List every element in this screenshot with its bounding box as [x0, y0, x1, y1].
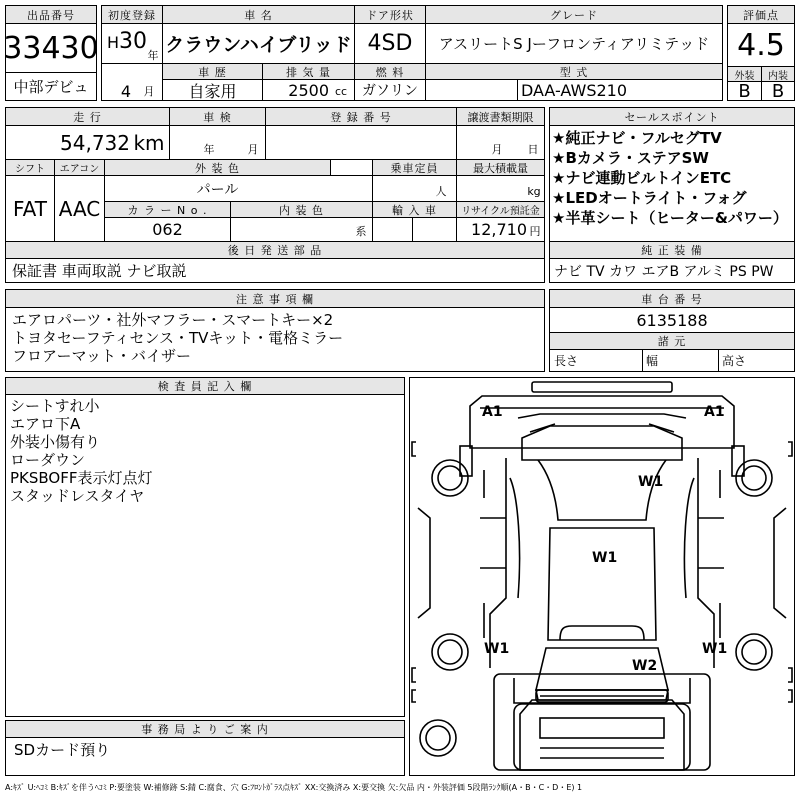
chassis-number-label: 車 台 番 号 [550, 290, 794, 307]
chassis-box [549, 289, 795, 372]
max-load-unit: kg [527, 184, 541, 198]
damage-mark-a1-front-right: A1 [704, 404, 725, 420]
notes-line: トヨタセーフティセンス・TVキット・電格ミラー [12, 329, 344, 347]
model-code-label: 型 式 [426, 64, 722, 79]
exterior-color-label: 外 装 色 [105, 160, 330, 175]
damage-mark-w2-trunk: W2 [632, 658, 658, 674]
score-label: 評価点 [728, 6, 794, 23]
sales-point-item: ★純正ナビ・フルセグTV [552, 129, 722, 147]
mileage-unit: km [133, 130, 165, 155]
model-name-value: クラウンハイブリッド [165, 34, 352, 56]
legend-footer: A:ｷｽﾞ U:ﾍｺﾐ B:ｷｽﾞを伴うﾍｺﾐ P:要塗装 W:補修跡 S:錆 C:腐食、穴 G:ﾌﾛﾝﾄｶﾞﾗｽ点ｷｽﾞ XX:交換済み X:要交換 欠:欠品 内・外装評価 5段階ﾗﾝｸ順(A・B・C・D・E) 1 [5, 783, 583, 792]
damage-diagram [409, 377, 795, 776]
registration-number-label: 登 録 番 号 [266, 108, 456, 125]
history-label: 車 歴 [163, 64, 262, 79]
displacement-unit: cc [334, 84, 348, 98]
sales-point-item: ★Bカメラ・ステアSW [552, 149, 709, 167]
registration-year: 30 [119, 28, 147, 54]
later-parts-label: 後 日 発 送 部 品 [6, 242, 544, 258]
shift-value: FAT [12, 196, 47, 221]
interior-score-label: 内装 [762, 67, 794, 81]
score-box [727, 5, 795, 101]
model-name-label: 車 名 [163, 6, 354, 23]
interior-score-value: B [771, 80, 785, 102]
vehicle-info-box [101, 5, 723, 101]
office-box [5, 720, 405, 776]
displacement-label: 排 気 量 [263, 64, 354, 79]
damage-mark-w1-rear-left: W1 [484, 641, 510, 657]
aircon-label: エアコン [55, 160, 104, 175]
height-label: 高さ [722, 353, 747, 368]
grade-label: グレード [426, 6, 722, 23]
lot-number-note: 中部デビュ [13, 78, 89, 96]
width-label: 幅 [646, 353, 659, 368]
car-outline-diagram [410, 378, 794, 775]
grade-value: アスリートS Jーフロンティアリミテッド [438, 35, 710, 53]
lot-number-label: 出品番号 [6, 6, 96, 23]
recycle-unit: 円 [529, 225, 541, 238]
color-number-label: カ ラ ー N o . [105, 202, 230, 217]
inspector-line: 外装小傷有り [10, 433, 101, 451]
notes-line: エアロパーツ・社外マフラー・スマートキー×2 [12, 311, 334, 329]
door-type-value: 4SD [367, 31, 413, 56]
damage-mark-a1-front-left: A1 [482, 404, 503, 420]
equipment-label: 純 正 装 備 [550, 242, 794, 258]
first-registration-label: 初度登録 [102, 6, 162, 23]
inspector-line: PKSBOFF表示灯点灯 [10, 469, 153, 487]
registration-year-unit: 年 [147, 49, 159, 62]
interior-color-suffix: 系 [355, 225, 367, 238]
office-label: 事 務 局 よ り ご 案 内 [6, 721, 404, 737]
recycle-label: リサイクル預託金 [457, 202, 544, 217]
detail-box [5, 107, 545, 283]
mileage-value: 54,732 [60, 130, 130, 155]
damage-mark-w1-rear-right: W1 [702, 641, 728, 657]
sales-point-item: ★半革シート（ヒーター&パワー） [552, 209, 788, 227]
sales-point-item: ★LEDオートライト・フォグ [552, 189, 747, 207]
inspector-line: スタッドレスタイヤ [10, 487, 145, 505]
exterior-score-label: 外装 [728, 67, 761, 81]
inspector-line: ローダウン [10, 451, 86, 469]
max-load-label: 最大積載量 [457, 160, 544, 175]
registration-month-unit: 月 [143, 85, 155, 98]
recycle-value: 12,710 [471, 220, 527, 239]
office-value: SDカード預り [14, 740, 111, 759]
transfer-deadline-label: 譲渡書類期限 [457, 108, 544, 125]
fuel-label: 燃 料 [355, 64, 425, 79]
fuel-value: ガソリン [362, 83, 418, 99]
notes-line: フロアーマット・バイザー [12, 347, 191, 365]
exterior-score-value: B [738, 80, 751, 102]
inspector-line: エアロ下A [10, 415, 81, 433]
color-number-value: 062 [152, 220, 183, 239]
score-value: 4.5 [737, 27, 785, 63]
transfer-day-unit: 日 [527, 143, 539, 156]
door-type-label: ドア形状 [355, 6, 425, 23]
capacity-unit: 人 [435, 185, 447, 198]
notes-label: 注 意 事 項 欄 [6, 290, 544, 307]
interior-color-label: 内 装 色 [231, 202, 372, 217]
lot-number-box [5, 5, 97, 101]
inspector-label: 検 査 員 記 入 欄 [6, 378, 404, 394]
shift-label: シフト [6, 160, 54, 175]
later-parts-value: 保証書 車両取説 ナビ取説 [12, 262, 187, 280]
registration-era: H [106, 32, 120, 52]
damage-mark-w1-right-fender: W1 [638, 474, 664, 490]
inspection-month-unit: 月 [247, 143, 259, 156]
length-label: 長さ [554, 353, 579, 368]
transfer-month-unit: 月 [491, 143, 503, 156]
capacity-label: 乗車定員 [373, 160, 456, 175]
sales-point-item: ★ナビ連動ビルトインETC [552, 169, 732, 187]
sales-points-label: セールスポイント [550, 108, 794, 125]
registration-month: 4 [120, 81, 132, 101]
dimensions-label: 諸 元 [550, 333, 794, 349]
inspector-line: シートすれ小 [10, 397, 100, 415]
inspection-label: 車 検 [170, 108, 265, 125]
exterior-color-value: パール [196, 181, 239, 198]
mileage-label: 走 行 [6, 108, 169, 125]
inspector-box [5, 377, 405, 717]
sales-points-box [549, 107, 795, 283]
displacement-value: 2500 [288, 80, 329, 100]
history-value: 自家用 [188, 81, 237, 101]
aircon-value: AAC [58, 196, 101, 221]
lot-number-value: 33430 [3, 30, 99, 66]
damage-mark-w1-roof: W1 [592, 550, 618, 566]
equipment-value: ナビ TV カワ エアB アルミ PS PW [554, 263, 774, 280]
chassis-number-value: 6135188 [636, 310, 708, 330]
notes-box [5, 289, 545, 372]
inspection-year-unit: 年 [203, 143, 215, 156]
import-label: 輸 入 車 [373, 202, 456, 217]
model-code-value: DAA-AWS210 [520, 80, 628, 100]
